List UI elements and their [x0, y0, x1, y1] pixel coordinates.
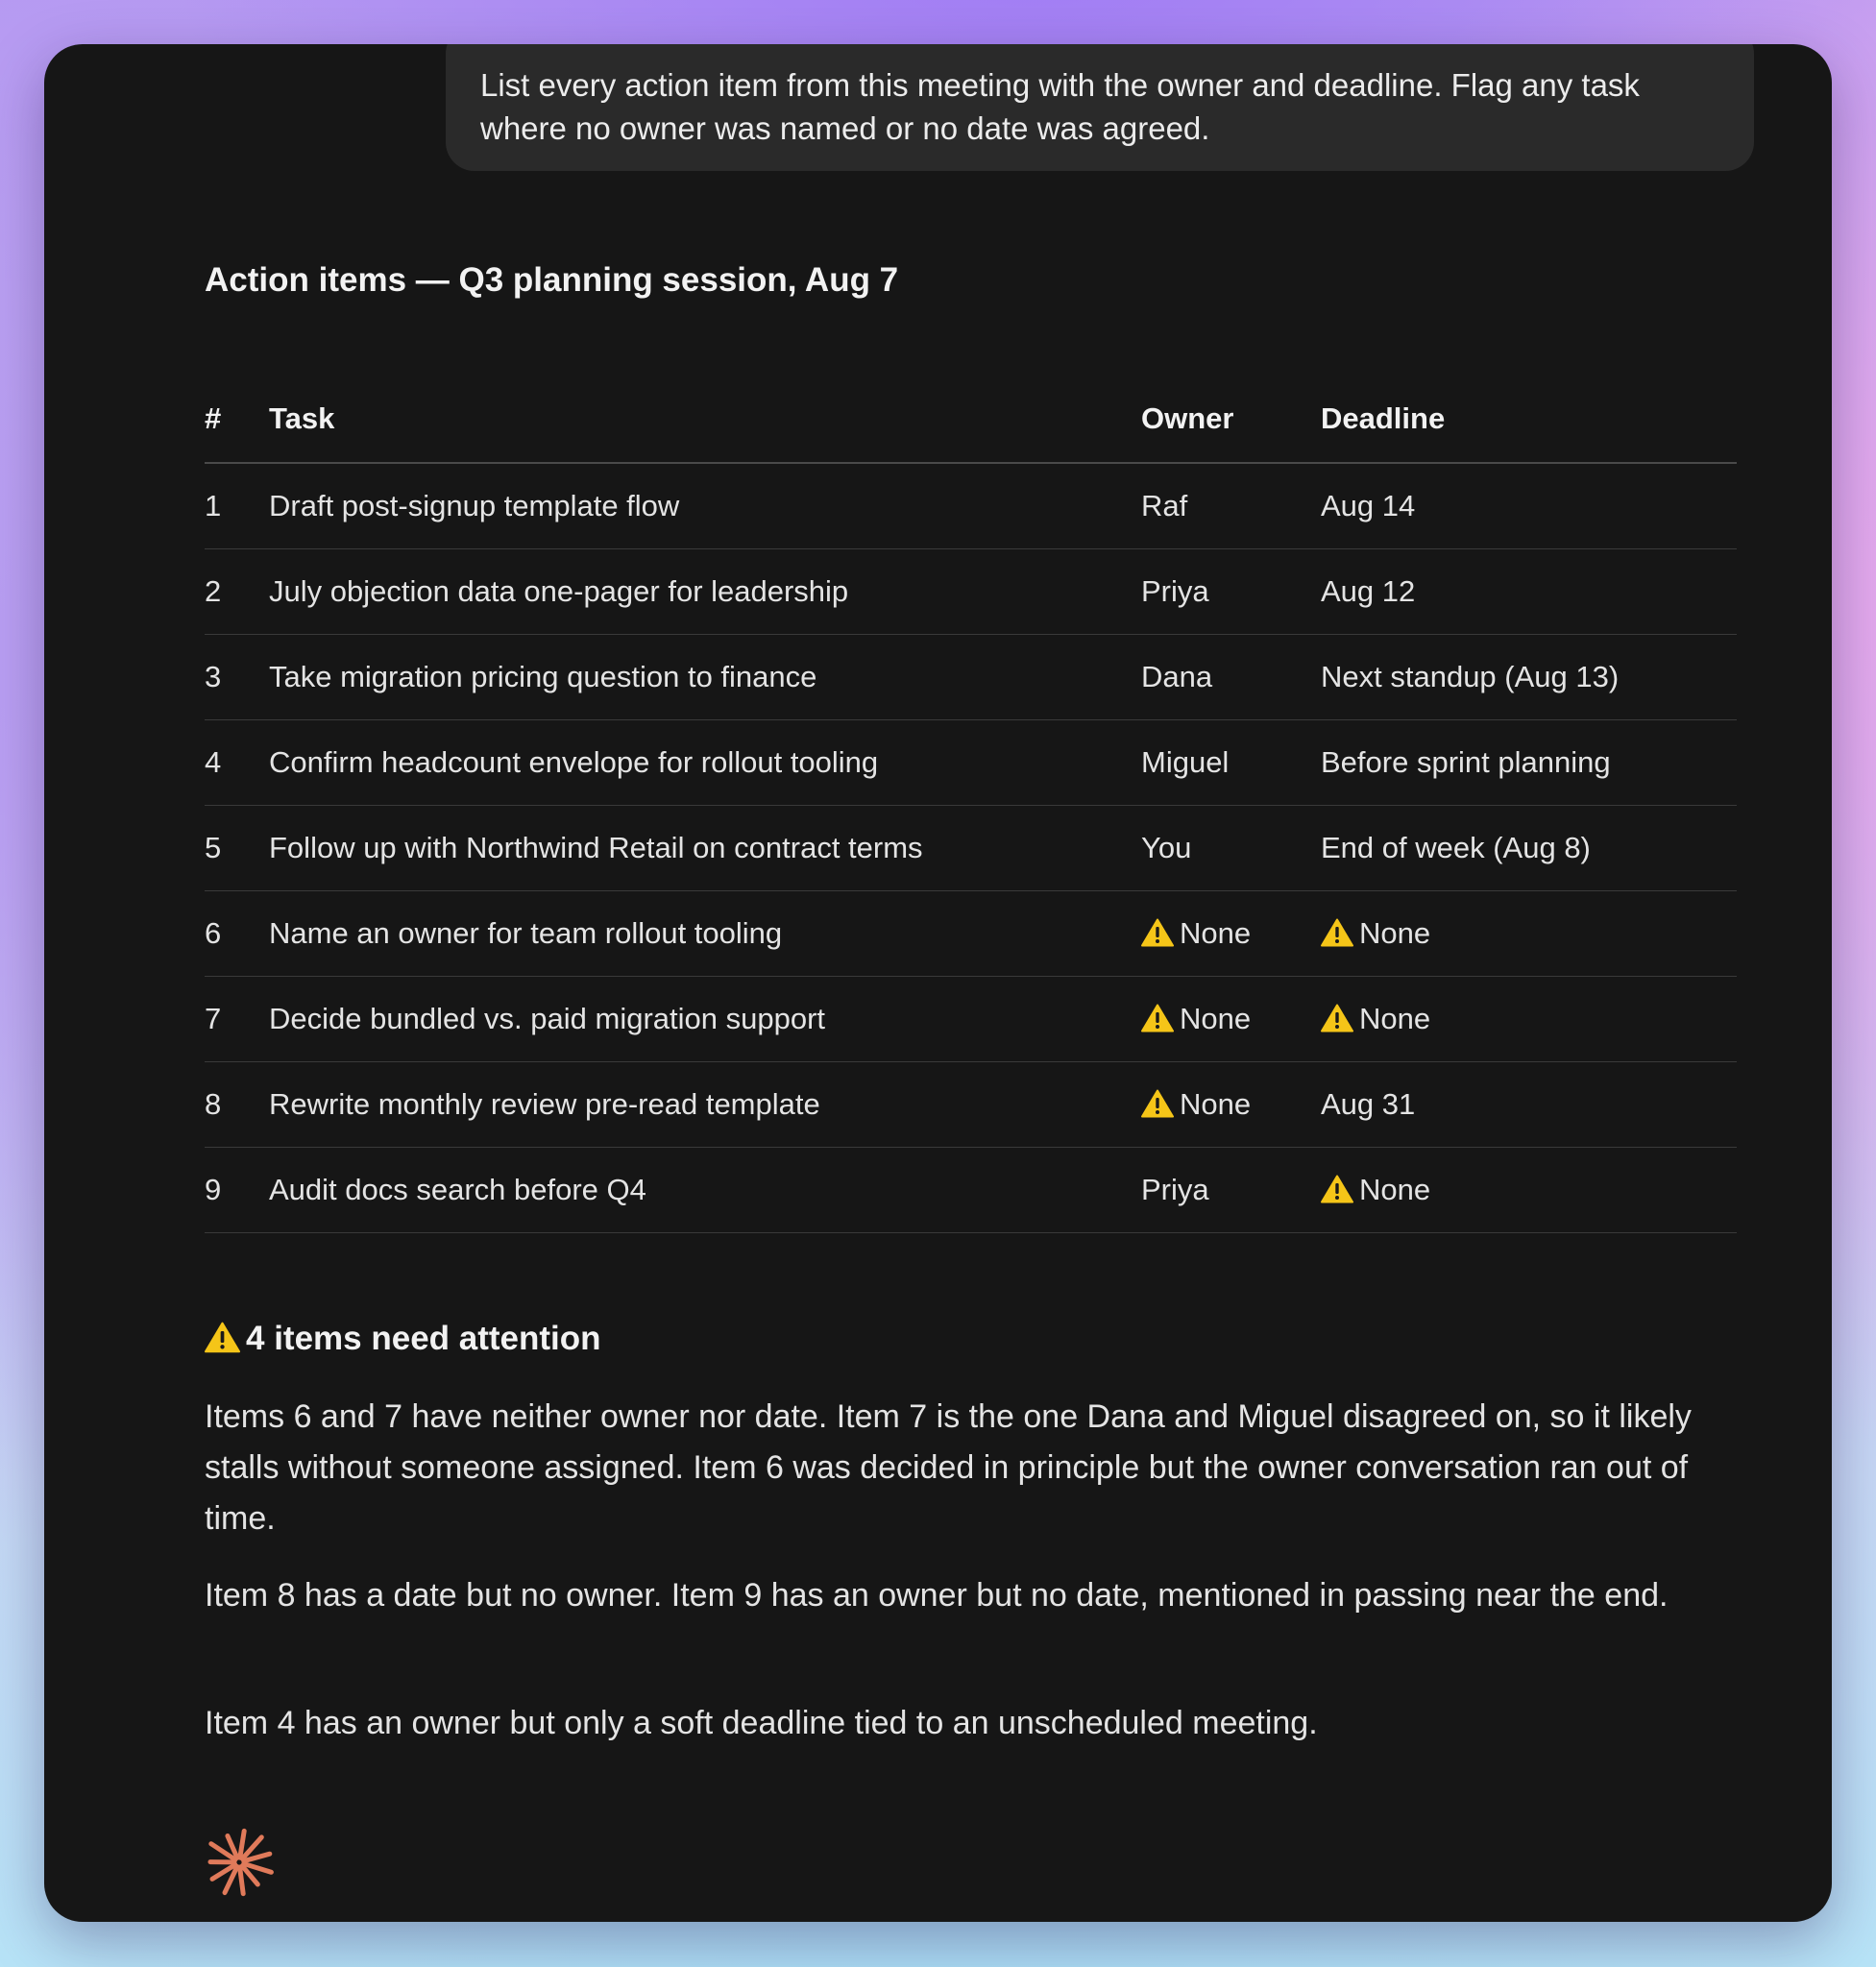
- warning-icon: [1321, 1175, 1353, 1203]
- row-deadline: Aug 31: [1321, 1062, 1737, 1148]
- row-owner: Priya: [1141, 549, 1321, 635]
- table-row: [205, 977, 1737, 1062]
- row-owner: Priya: [1141, 1148, 1321, 1233]
- row-number: 3: [205, 635, 269, 720]
- table-row: [205, 891, 1737, 977]
- warning-icon: [1321, 1004, 1353, 1032]
- table-row: [205, 1062, 1737, 1148]
- attention-paragraph: Items 6 and 7 have neither owner nor date. Item 7 is the one Dana and Miguel disagreed on, so it likely stalls without someone assigned. Item 6 was decided in principle but the owner conversation ran out of time.: [205, 1398, 1692, 1537]
- row-number: 9: [205, 1148, 269, 1233]
- row-deadline: None: [1321, 891, 1737, 977]
- warning-icon: [1141, 1089, 1174, 1118]
- attention-title-text: 4 items need attention: [246, 1320, 601, 1357]
- row-number: 7: [205, 977, 269, 1062]
- row-deadline: Aug 14: [1321, 463, 1737, 549]
- header-owner: Owner: [1141, 376, 1321, 463]
- row-owner: Miguel: [1141, 720, 1321, 806]
- attention-paragraph: Item 4 has an owner but only a soft deadline tied to an unscheduled meeting.: [205, 1705, 1318, 1741]
- warning-icon: [1321, 918, 1353, 947]
- row-task: Follow up with Northwind Retail on contract terms: [269, 806, 1141, 891]
- row-owner: None: [1141, 1062, 1321, 1148]
- attention-paragraph: Item 8 has a date but no owner. Item 9 has an owner but no date, mentioned in passing near the end.: [205, 1577, 1669, 1614]
- row-number: 8: [205, 1062, 269, 1148]
- row-deadline: None: [1321, 977, 1737, 1062]
- row-task: Name an owner for team rollout tooling: [269, 891, 1141, 977]
- row-deadline: Aug 12: [1321, 549, 1737, 635]
- table-row: [205, 806, 1737, 891]
- row-deadline: None: [1321, 1148, 1737, 1233]
- row-task: July objection data one-pager for leadership: [269, 549, 1141, 635]
- table-row: [205, 1148, 1737, 1233]
- row-owner: None: [1141, 977, 1321, 1062]
- table-row: [205, 720, 1737, 806]
- row-task: Take migration pricing question to finance: [269, 635, 1141, 720]
- attention-heading: [205, 1320, 601, 1358]
- user-message-text: List every action item from this meeting with the owner and deadline. Flag any task where no owner was named or no date was agreed.: [480, 67, 1640, 146]
- header-number: #: [205, 376, 269, 463]
- header-deadline: Deadline: [1321, 376, 1737, 463]
- row-task: Rewrite monthly review pre-read template: [269, 1062, 1141, 1148]
- row-number: 2: [205, 549, 269, 635]
- response-title: Action items — Q3 planning session, Aug 7: [205, 261, 899, 299]
- row-owner: Raf: [1141, 463, 1321, 549]
- row-number: 6: [205, 891, 269, 977]
- row-number: 5: [205, 806, 269, 891]
- user-message-bubble: [446, 44, 1754, 171]
- warning-icon: [1141, 1004, 1174, 1032]
- row-deadline: Before sprint planning: [1321, 720, 1737, 806]
- table-header-row: [205, 376, 1737, 463]
- row-task: Draft post-signup template flow: [269, 463, 1141, 549]
- table-row: [205, 463, 1737, 549]
- header-task: Task: [269, 376, 1141, 463]
- row-deadline: End of week (Aug 8): [1321, 806, 1737, 891]
- row-task: Confirm headcount envelope for rollout tooling: [269, 720, 1141, 806]
- chat-panel: [44, 44, 1832, 1922]
- table-body: [205, 463, 1737, 1233]
- row-task: Decide bundled vs. paid migration support: [269, 977, 1141, 1062]
- table-row: [205, 635, 1737, 720]
- row-owner: None: [1141, 891, 1321, 977]
- row-owner: Dana: [1141, 635, 1321, 720]
- row-deadline: Next standup (Aug 13): [1321, 635, 1737, 720]
- row-number: 4: [205, 720, 269, 806]
- warning-icon: [205, 1322, 240, 1353]
- table-row: [205, 549, 1737, 635]
- row-task: Audit docs search before Q4: [269, 1148, 1141, 1233]
- row-number: 1: [205, 463, 269, 549]
- assistant-logo-icon: [203, 1826, 276, 1899]
- warning-icon: [1141, 918, 1174, 947]
- action-items-table: [205, 376, 1737, 1233]
- row-owner: You: [1141, 806, 1321, 891]
